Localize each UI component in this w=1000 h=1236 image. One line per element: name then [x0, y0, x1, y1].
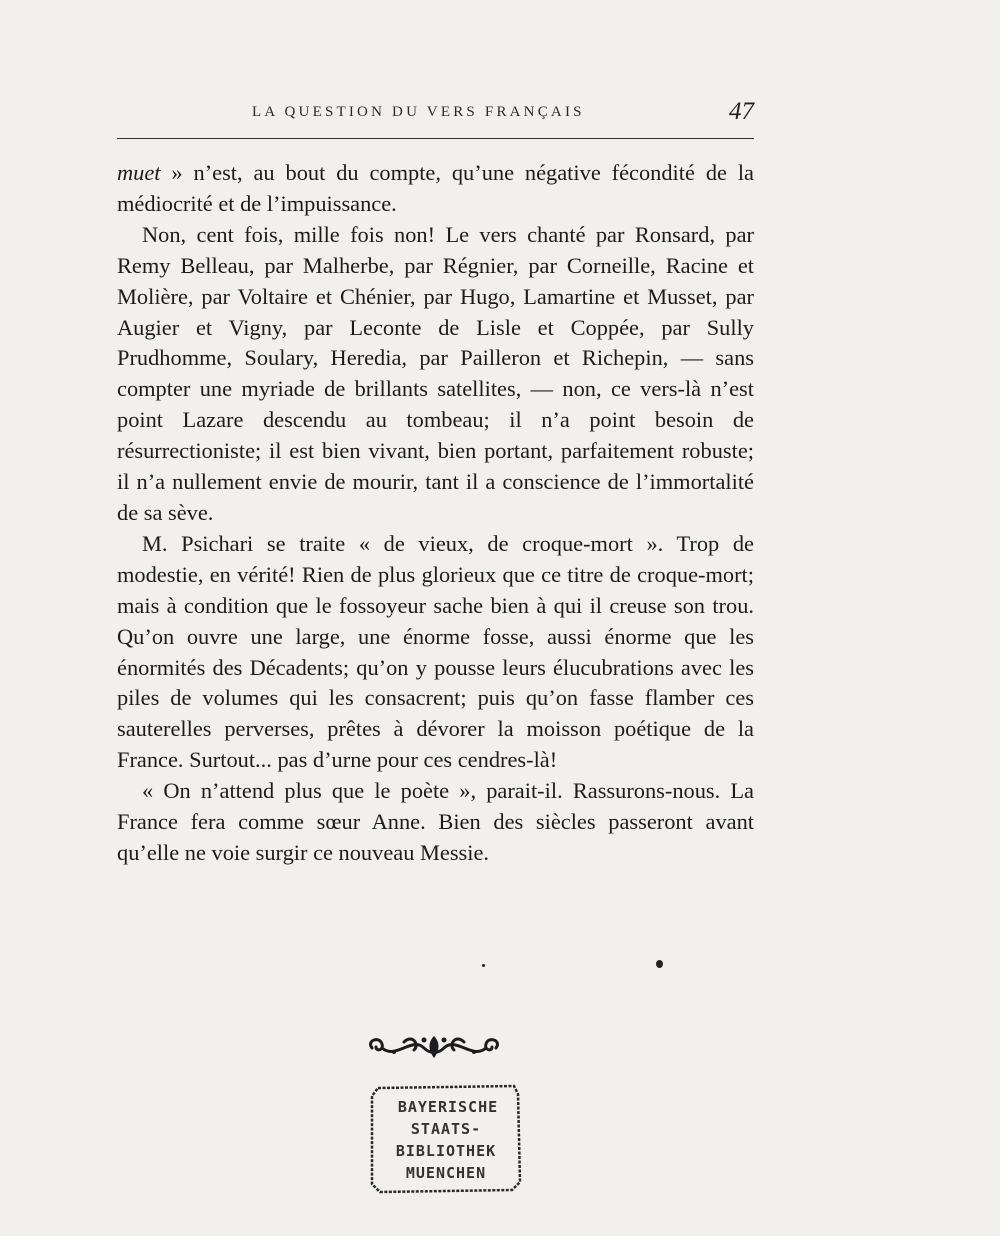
paragraph-1: [117, 158, 754, 220]
running-head: [117, 98, 754, 134]
paragraph-2: Non, cent fois, mille fois non! Le vers chanté par Ronsard, par Remy Belleau, par Malherbe, par Régnier, par Corneille, Racine et Molière, par Voltaire et Chénier, par Hugo, Lamartine et Musset, par Augier et Vigny, par Leconte de Lisle et Coppée, par Sully Prudhomme, Soulary, Heredia, par Pailleron et Richepin, — sans compter une myriade de brillants satellites, — non, ce vers-là n’est point Lazare descendu au tombeau; il n’a point besoin de résurrectioniste; il est bien vivant, bien portant, parfaitement robuste; il n’a nullement envie de mourir, tant il a conscience de l’immortalité de sa sève.: [117, 221, 754, 525]
stamp-line-4: MUENCHEN: [405, 1164, 487, 1182]
body-text: [117, 158, 754, 869]
fleuron-ornament: [364, 1030, 504, 1066]
paragraph-3: M. Psichari se traite « de vieux, de croque-mort ». Trop de modestie, en vérité! Rien de plus glorieux que ce titre de croque-mort; mais à condition que le fossoyeur sache bien à qui il creuse son trou. Qu’on ouvre une large, une énorme fosse, aussi énorme que les énormités des Décadents; qu’on y pousse leurs élucubrations avec les piles de volumes qui les consacrent; puis qu’on fasse flamber ces sauterelles perverses, prêtes à dévorer la moisson poétique de la France. Surtout... pas d’urne pour ces cendres-là!: [117, 530, 754, 773]
paragraph-1-text: » n’est, au bout du compte, qu’une négative fécondité de la médiocrité et de l’impuissance.: [117, 160, 754, 216]
header-rule: [117, 138, 754, 139]
paragraph-4: « On n’attend plus que le poète », parait-il. Rassurons-nous. La France fera comme sœur Anne. Bien des siècles passeront avant qu’elle ne voie surgir ce nouveau Messie.: [117, 778, 754, 865]
stamp-line-2: STAATS-: [410, 1120, 482, 1138]
library-stamp: [368, 1082, 524, 1194]
ink-speck: [656, 960, 663, 968]
stamp-line-1: BAYERISCHE: [397, 1098, 499, 1116]
italic-word: muet: [117, 160, 161, 185]
running-title: LA QUESTION DU VERS FRANÇAIS: [252, 104, 585, 120]
ink-speck-small: [482, 964, 485, 967]
page-number: 47: [729, 98, 754, 125]
stamp-line-3: BIBLIOTHEK: [395, 1142, 497, 1160]
